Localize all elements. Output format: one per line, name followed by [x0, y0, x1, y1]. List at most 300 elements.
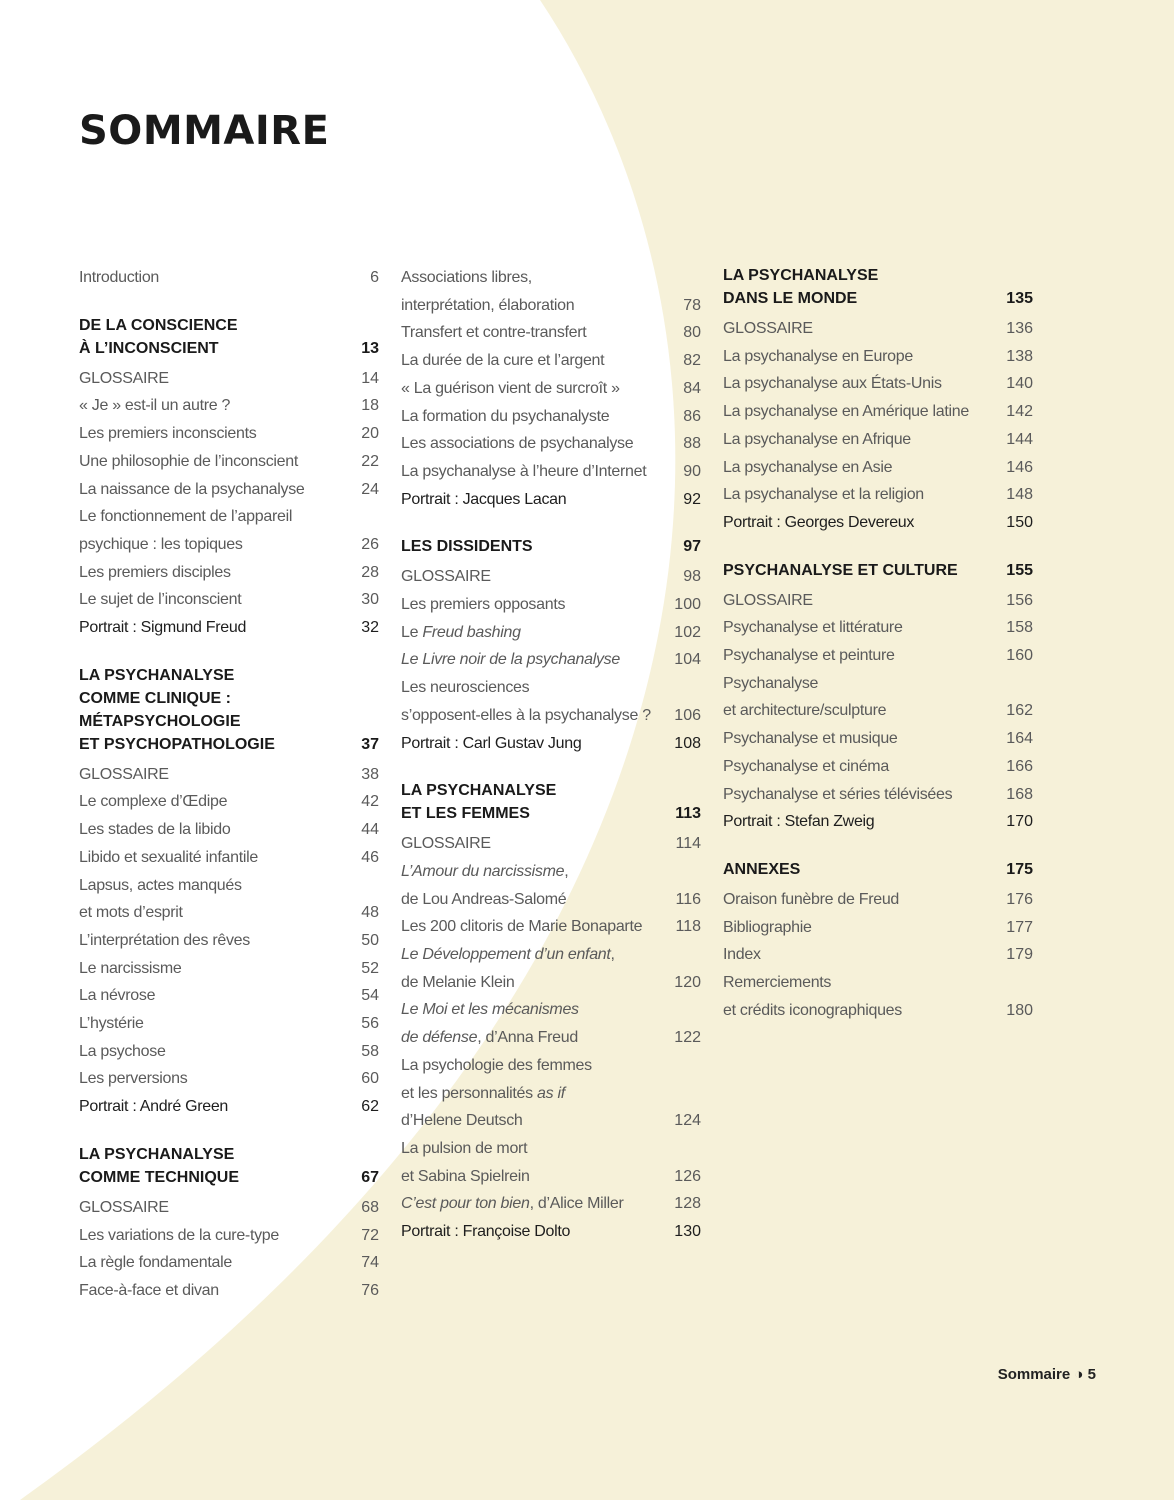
entry-page-number: 28: [361, 563, 379, 581]
toc-section: [401, 779, 701, 1246]
entry-page-number: 160: [1006, 647, 1033, 665]
entry-title-text: Lapsus, actes manqués: [79, 876, 242, 894]
entry-title-line: [401, 830, 663, 858]
entry-title-text: , d’Alice Miller: [529, 1195, 624, 1213]
entry-title-line: [401, 858, 663, 886]
toc-entry[interactable]: [79, 1010, 379, 1038]
entry-title-line: [401, 1163, 663, 1191]
entry-title-line: [401, 619, 663, 647]
toc-entry[interactable]: [79, 365, 379, 393]
entry-title-text: Le fonctionnement de l’appareil: [79, 508, 293, 526]
entry-page-number: 166: [1006, 757, 1033, 775]
entry-title-text: La psychanalyse en Asie: [723, 458, 893, 476]
toc-entry[interactable]: [401, 730, 701, 758]
entry-page-number: 98: [683, 568, 701, 586]
entry-page-number: 72: [361, 1226, 379, 1244]
entry-page-number: 138: [1006, 347, 1033, 365]
toc-entry[interactable]: [79, 872, 379, 927]
entry-title-text: Les stades de la libido: [79, 821, 231, 839]
entry-title-line: [79, 365, 341, 393]
toc-entry[interactable]: [723, 370, 1033, 398]
entry-title-text: Introduction: [79, 269, 160, 286]
entry-title-line: [723, 398, 995, 426]
entry-title-text: Psychanalyse et littérature: [723, 619, 903, 637]
entry-page-number: 46: [361, 848, 379, 866]
entry-page-number: 135: [1006, 290, 1033, 307]
toc-section-heading[interactable]: [401, 779, 701, 825]
entry-title-text: GLOSSAIRE: [79, 765, 169, 783]
toc-entry[interactable]: [723, 886, 1033, 914]
toc-entry[interactable]: [723, 426, 1033, 454]
entry-title-line: [723, 997, 995, 1025]
entry-page-number: 67: [361, 1168, 379, 1186]
entry-title-text: Les premiers disciples: [79, 563, 231, 581]
toc-entry[interactable]: [723, 670, 1033, 725]
page-title: SOMMAIRE: [79, 108, 330, 154]
toc-entry[interactable]: [401, 1218, 701, 1246]
toc-section: [723, 559, 1033, 836]
toc-entry[interactable]: [401, 941, 701, 996]
entry-title-line: [79, 264, 341, 292]
toc-entry[interactable]: [401, 486, 701, 514]
entry-title-line: [79, 503, 341, 531]
toc-entry[interactable]: [401, 347, 701, 375]
entry-title-line: [79, 1038, 341, 1066]
entry-title-text: Psychanalyse et peinture: [723, 647, 895, 665]
entry-title-line: [401, 591, 663, 619]
entry-page-number: 32: [361, 619, 379, 637]
entry-title-text: La psychologie des femmes: [401, 1056, 592, 1074]
entry-title-line: [723, 941, 995, 969]
entry-title-line: [79, 420, 341, 448]
entry-title-text: DE LA CONSCIENCE: [79, 316, 238, 334]
entry-page-number: 175: [1006, 860, 1033, 878]
toc-entry[interactable]: [401, 619, 701, 647]
entry-page-number: 50: [361, 931, 379, 949]
entry-title-line: [79, 614, 341, 642]
entry-title-text: et les personnalités: [401, 1084, 538, 1102]
entry-page-number: 58: [361, 1042, 379, 1060]
entry-page-number: 60: [361, 1070, 379, 1088]
toc-entry[interactable]: [79, 586, 379, 614]
entry-page-number: 22: [361, 452, 379, 470]
toc-entry[interactable]: [79, 1038, 379, 1066]
toc-entry[interactable]: [723, 725, 1033, 753]
entry-title-text: et architecture/sculpture: [723, 702, 887, 720]
entry-page-number: 168: [1006, 785, 1033, 803]
toc-entry[interactable]: [79, 448, 379, 476]
toc-section-heading[interactable]: [79, 664, 379, 756]
entry-title-text: La psychanalyse et la religion: [723, 486, 924, 504]
entry-title-line: [401, 730, 663, 758]
toc-entry[interactable]: [79, 420, 379, 448]
entry-title-line: [401, 264, 663, 292]
entry-title-text: Freud bashing: [422, 623, 521, 641]
toc-entry[interactable]: [79, 1277, 379, 1305]
toc-section: [79, 314, 379, 642]
entry-title-line: [401, 1080, 663, 1108]
entry-title-line: [401, 969, 663, 997]
entry-title-line: [723, 753, 995, 781]
entry-title-line: [401, 702, 663, 730]
toc-entry[interactable]: [79, 761, 379, 789]
entry-page-number: 54: [361, 987, 379, 1005]
entry-title-text: Une philosophie de l’inconscient: [79, 452, 298, 470]
entry-title-text: L’hystérie: [79, 1015, 144, 1033]
entry-title-line: [79, 1194, 341, 1222]
toc-entry[interactable]: [79, 503, 379, 558]
entry-page-number: 118: [675, 918, 701, 936]
entry-page-number: 92: [683, 490, 701, 508]
entry-title-line: [723, 426, 995, 454]
entry-title-text: et mots d’esprit: [79, 904, 183, 922]
toc-entry[interactable]: [79, 844, 379, 872]
toc-entry[interactable]: [401, 858, 701, 913]
entry-title-text: Le complexe d’Œdipe: [79, 793, 228, 811]
entry-page-number: 122: [674, 1029, 701, 1047]
entry-title-line: [79, 1065, 341, 1093]
entry-page-number: 6: [370, 269, 379, 286]
toc-entry[interactable]: [723, 914, 1033, 942]
entry-title-text: PSYCHANALYSE ET CULTURE: [723, 561, 958, 579]
entry-page-number: 124: [674, 1112, 701, 1130]
toc-entry[interactable]: [723, 614, 1033, 642]
half-circle-icon: ◑: [1074, 1366, 1084, 1383]
entry-title-line: [79, 1277, 341, 1305]
entry-title-text: La pulsion de mort: [401, 1139, 528, 1157]
entry-title-line: [723, 670, 995, 698]
toc-entry[interactable]: [401, 1135, 701, 1190]
entry-page-number: 26: [361, 535, 379, 553]
entry-title-text: de Lou Andreas-Salomé: [401, 890, 567, 908]
entry-title-line: [401, 403, 663, 431]
entry-title-line: [79, 687, 341, 710]
entry-title-text: Les variations de la cure-type: [79, 1226, 280, 1244]
entry-page-number: 84: [683, 379, 701, 397]
entry-title-text: ET PSYCHOPATHOLOGIE: [79, 735, 275, 753]
entry-title-text: as if: [537, 1084, 565, 1102]
toc-entry[interactable]: [401, 1190, 701, 1218]
toc-section: [723, 858, 1033, 1025]
entry-title-line: [79, 710, 341, 733]
toc-entry[interactable]: [401, 674, 701, 729]
toc-section: [79, 1143, 379, 1305]
entry-page-number: 20: [361, 425, 379, 443]
toc-section: [723, 264, 1033, 537]
toc-entry[interactable]: [723, 343, 1033, 371]
toc-entry[interactable]: [79, 1065, 379, 1093]
entry-title-line: [79, 927, 341, 955]
toc-entry[interactable]: [401, 563, 701, 591]
entry-title-line: [401, 646, 663, 674]
entry-page-number: 80: [683, 324, 701, 342]
entry-title-text: Le Livre noir de la psychanalyse: [401, 651, 620, 669]
entry-title-line: [79, 872, 341, 900]
toc-section: [79, 264, 379, 292]
entry-title-line: [401, 347, 663, 375]
entry-title-line: [401, 886, 663, 914]
entry-title-line: [79, 816, 341, 844]
entry-title-line: [723, 914, 995, 942]
entry-title-text: Portrait : Jacques Lacan: [401, 490, 567, 508]
toc-section-heading[interactable]: [723, 559, 1033, 582]
entry-page-number: 128: [674, 1195, 701, 1213]
entry-title-line: [723, 559, 995, 582]
toc-entry[interactable]: [723, 941, 1033, 969]
entry-page-number: 44: [361, 821, 379, 839]
entry-title-text: COMME CLINIQUE :: [79, 689, 231, 707]
toc-entry[interactable]: [401, 996, 701, 1051]
toc-entry[interactable]: [723, 398, 1033, 426]
entry-page-number: 170: [1006, 813, 1033, 831]
toc-entry[interactable]: [79, 392, 379, 420]
entry-title-line: [401, 430, 663, 458]
toc-entry[interactable]: [79, 1093, 379, 1121]
entry-page-number: 150: [1006, 513, 1033, 531]
entry-title-text: GLOSSAIRE: [401, 835, 491, 853]
entry-title-text: Psychanalyse et séries télévisées: [723, 785, 953, 803]
entry-title-line: [401, 319, 663, 347]
entry-page-number: 116: [675, 890, 701, 908]
entry-title-text: interprétation, élaboration: [401, 296, 575, 314]
entry-title-text: Portrait : Stefan Zweig: [723, 813, 875, 831]
entry-page-number: 97: [683, 538, 701, 556]
toc-entry[interactable]: [723, 509, 1033, 537]
entry-title-text: s’opposent-elles à la psychanalyse ?: [401, 706, 651, 724]
entry-page-number: 24: [361, 480, 379, 498]
entry-title-text: psychique : les topiques: [79, 535, 243, 553]
toc-entry[interactable]: [723, 808, 1033, 836]
toc-entry[interactable]: [401, 591, 701, 619]
entry-page-number: 30: [361, 591, 379, 609]
entry-title-line: [79, 559, 341, 587]
entry-title-line: [79, 982, 341, 1010]
entry-page-number: 130: [674, 1223, 701, 1241]
entry-title-text: DANS LE MONDE: [723, 290, 858, 307]
toc-entry[interactable]: [401, 458, 701, 486]
entry-title-line: [79, 1093, 341, 1121]
entry-title-text: Le narcissisme: [79, 959, 182, 977]
entry-page-number: 48: [361, 904, 379, 922]
footer-label: Sommaire: [997, 1366, 1071, 1383]
entry-title-line: [723, 886, 995, 914]
entry-title-text: LA PSYCHANALYSE: [401, 782, 557, 800]
entry-title-line: [401, 802, 663, 825]
entry-title-text: Portrait : Georges Devereux: [723, 513, 915, 531]
toc-section-heading[interactable]: [79, 314, 379, 360]
entry-title-line: [79, 1222, 341, 1250]
toc-entry[interactable]: [79, 614, 379, 642]
entry-title-text: Le: [401, 623, 423, 641]
entry-title-text: La psychanalyse à l’heure d’Internet: [401, 462, 647, 480]
toc-entry[interactable]: [79, 559, 379, 587]
entry-title-line: [401, 1107, 663, 1135]
entry-page-number: 42: [361, 793, 379, 811]
entry-title-text: Psychanalyse et musique: [723, 730, 898, 748]
toc-entry[interactable]: [401, 319, 701, 347]
entry-page-number: 76: [361, 1281, 379, 1299]
toc-section-heading[interactable]: [723, 858, 1033, 881]
entry-page-number: 146: [1006, 458, 1033, 476]
entry-page-number: 104: [674, 651, 701, 669]
toc-section: [401, 535, 701, 757]
entry-title-line: [79, 733, 341, 756]
entry-title-text: Le Moi et les mécanismes: [401, 1001, 579, 1019]
entry-title-text: La naissance de la psychanalyse: [79, 480, 305, 498]
entry-page-number: 38: [361, 765, 379, 783]
entry-page-number: 113: [675, 805, 701, 823]
entry-title-text: LA PSYCHANALYSE: [723, 267, 879, 284]
entry-title-text: , d’Anna Freud: [477, 1029, 578, 1047]
entry-title-line: [79, 1166, 341, 1189]
entry-page-number: 14: [361, 369, 379, 387]
toc-entry[interactable]: [79, 476, 379, 504]
entry-page-number: 100: [674, 596, 701, 614]
entry-title-text: GLOSSAIRE: [79, 1198, 169, 1216]
toc-entry[interactable]: [401, 646, 701, 674]
entry-title-text: Les premiers inconscients: [79, 425, 257, 443]
toc-entry[interactable]: [79, 927, 379, 955]
entry-page-number: 90: [683, 462, 701, 480]
toc-entry[interactable]: [723, 315, 1033, 343]
entry-title-line: [79, 392, 341, 420]
entry-title-text: MÉTAPSYCHOLOGIE: [79, 712, 241, 730]
entry-title-line: [79, 448, 341, 476]
entry-page-number: 56: [361, 1015, 379, 1033]
entry-title-line: [723, 509, 995, 537]
entry-title-line: [79, 586, 341, 614]
toc-entry[interactable]: [79, 1222, 379, 1250]
entry-page-number: 52: [361, 959, 379, 977]
entry-title-line: [79, 844, 341, 872]
entry-page-number: 78: [683, 296, 701, 314]
entry-title-text: LES DISSIDENTS: [401, 538, 533, 556]
toc-entry[interactable]: [79, 1194, 379, 1222]
entry-title-line: [723, 642, 995, 670]
toc-column-1: [79, 264, 379, 1327]
entry-title-line: [401, 1135, 663, 1163]
entry-page-number: 176: [1006, 890, 1033, 908]
entry-title-line: [401, 486, 663, 514]
entry-title-line: [401, 563, 663, 591]
entry-title-text: Psychanalyse: [723, 674, 819, 692]
entry-title-line: [401, 779, 663, 802]
toc-entry[interactable]: [723, 753, 1033, 781]
entry-title-text: À L’INCONSCIENT: [79, 339, 219, 357]
toc-entry[interactable]: [79, 955, 379, 983]
entry-title-text: Portrait : Sigmund Freud: [79, 619, 247, 637]
toc-entry[interactable]: [723, 587, 1033, 615]
toc-entry[interactable]: [723, 969, 1033, 1024]
entry-title-line: [723, 315, 995, 343]
entry-title-line: [79, 955, 341, 983]
toc-column-3: [723, 264, 1033, 1046]
entry-title-line: [79, 761, 341, 789]
entry-title-text: LA PSYCHANALYSE: [79, 1145, 235, 1163]
toc-section: [79, 664, 379, 1121]
toc-section: [401, 264, 701, 513]
entry-page-number: 82: [683, 352, 701, 370]
entry-title-text: Libido et sexualité infantile: [79, 848, 258, 866]
toc-entry[interactable]: [401, 1052, 701, 1135]
entry-title-text: ET LES FEMMES: [401, 805, 530, 823]
entry-title-line: [723, 808, 995, 836]
toc-section-heading[interactable]: [79, 1143, 379, 1189]
entry-title-text: La psychanalyse en Afrique: [723, 430, 911, 448]
entry-title-line: [79, 476, 341, 504]
entry-title-line: [79, 1249, 341, 1277]
entry-title-line: [723, 614, 995, 642]
entry-title-text: Portrait : André Green: [79, 1098, 229, 1116]
entry-title-text: et crédits iconographiques: [723, 1001, 902, 1019]
toc-entry[interactable]: [723, 454, 1033, 482]
toc-entry[interactable]: [401, 403, 701, 431]
entry-title-text: La psychanalyse en Europe: [723, 347, 913, 365]
toc-entry[interactable]: [79, 788, 379, 816]
entry-title-text: La durée de la cure et l’argent: [401, 352, 605, 370]
entry-page-number: 86: [683, 407, 701, 425]
entry-title-text: Oraison funèbre de Freud: [723, 890, 900, 908]
entry-title-text: Bibliographie: [723, 918, 812, 936]
toc-section-heading[interactable]: [723, 264, 1033, 310]
toc-entry[interactable]: [401, 430, 701, 458]
entry-title-text: Les premiers opposants: [401, 596, 566, 614]
entry-title-text: L’Amour du narcissisme: [401, 862, 565, 880]
toc-entry[interactable]: [79, 816, 379, 844]
toc-entry[interactable]: [401, 913, 701, 941]
toc-entry[interactable]: [723, 642, 1033, 670]
toc-entry[interactable]: [401, 264, 701, 319]
entry-title-line: [401, 458, 663, 486]
entry-title-text: ANNEXES: [723, 860, 801, 878]
entry-title-text: LA PSYCHANALYSE: [79, 666, 235, 684]
entry-title-line: [401, 674, 663, 702]
entry-title-text: Face-à-face et divan: [79, 1281, 219, 1299]
entry-title-line: [723, 725, 995, 753]
entry-title-text: de défense: [401, 1029, 478, 1047]
entry-title-text: d’Helene Deutsch: [401, 1112, 523, 1130]
entry-page-number: 18: [361, 397, 379, 415]
entry-title-text: GLOSSAIRE: [723, 320, 813, 337]
toc-entry[interactable]: [79, 1249, 379, 1277]
entry-title-text: La psychanalyse en Amérique latine: [723, 403, 969, 421]
entry-title-text: « Je » est-il un autre ?: [79, 397, 231, 415]
entry-page-number: 142: [1006, 403, 1033, 421]
toc-entry[interactable]: [401, 375, 701, 403]
entry-title-line: [401, 535, 663, 558]
entry-page-number: 88: [683, 435, 701, 453]
entry-page-number: 144: [1006, 430, 1033, 448]
toc-entry[interactable]: [723, 781, 1033, 809]
toc-section-heading[interactable]: [401, 535, 701, 558]
entry-title-line: [79, 899, 341, 927]
toc-entry[interactable]: [79, 982, 379, 1010]
entry-title-text: Les neurosciences: [401, 679, 530, 697]
toc-entry[interactable]: [723, 481, 1033, 509]
entry-page-number: 158: [1006, 619, 1033, 637]
entry-page-number: 148: [1006, 486, 1033, 504]
entry-title-text: Portrait : Carl Gustav Jung: [401, 734, 582, 752]
toc-entry[interactable]: [401, 830, 701, 858]
entry-title-line: [79, 1010, 341, 1038]
entry-title-text: Le Développement d’un enfant: [401, 946, 611, 964]
entry-page-number: 106: [674, 706, 701, 724]
entry-title-text: ,: [610, 946, 615, 964]
entry-title-text: La psychanalyse aux États-Unis: [723, 375, 942, 393]
toc-entry[interactable]: [79, 264, 379, 292]
entry-title-line: [401, 1024, 663, 1052]
entry-title-text: Index: [723, 946, 761, 964]
